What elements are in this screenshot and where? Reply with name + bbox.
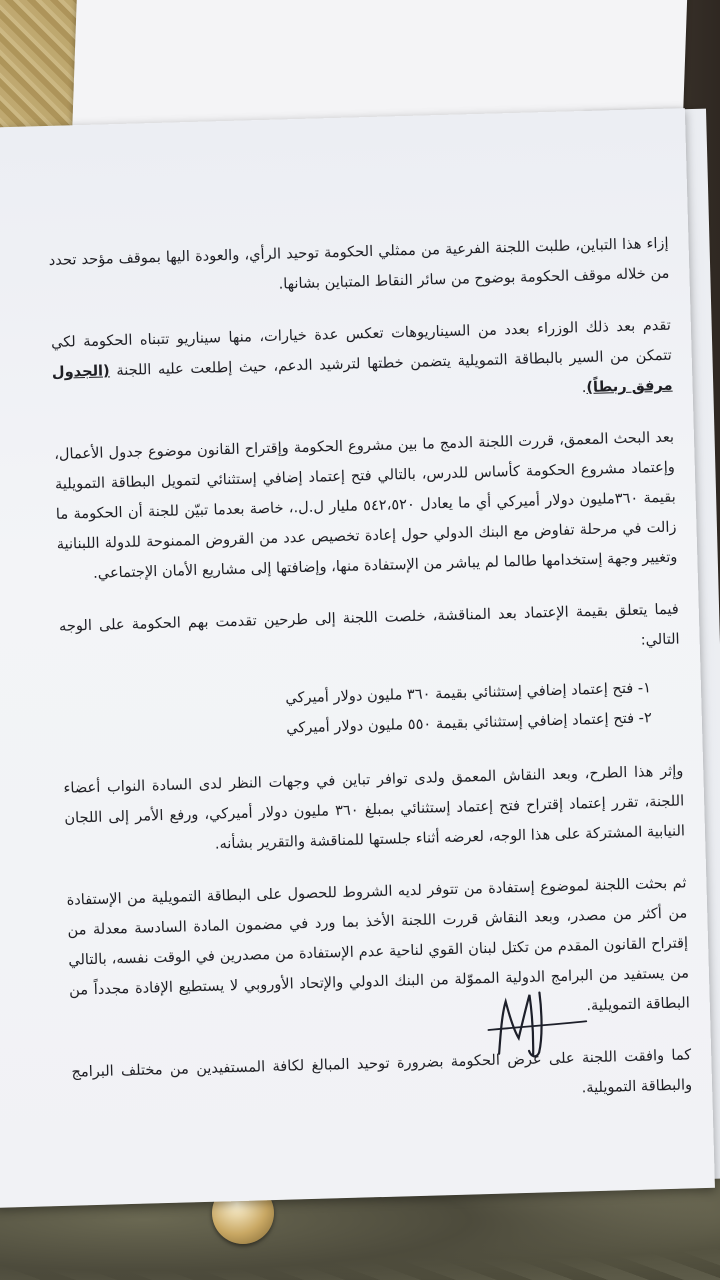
paragraph-6: ثم بحثت اللجنة لموضوع إستفادة من تتوفر لديه الشروط للحصول على البطاقة التمويلية من الإستفادة من أكثر من مصدر، وبعد النقاش قررت اللجنة الأخذ بما ورد في مضمون المادة السادسة معدلة من إقتراح القانون المقدم من تكتل لبنان القوي لناحية عدم الإستفادة من مصدرين في الوقت نفسه، بالتالي من يستفيد من البرامج الدولية المموّلة من البنك الدولي والإتحاد الأوروبي لا يستطيع الإفادة مجدداً من البطاقة التمويلية.	[66, 874, 691, 1015]
options-list	[61, 672, 682, 749]
paragraph-2-end: .	[581, 379, 587, 397]
paragraph-2	[51, 311, 673, 418]
list-item: ٢- فتح إعتماد إضافي إستثنائي بقيمة ٥٥٠ مليون دولار أميركي	[285, 709, 653, 737]
handwritten-signature	[479, 981, 591, 1064]
attached-table-note: (الجدول مرفق ربطاً)	[51, 362, 673, 397]
paragraph-1: إزاء هذا التباين، طلبت اللجنة الفرعية من ممثلي الحكومة توحيد الرأي، والعودة اليها بموقف مؤحد تحدد من خلاله موقف الحكومة بوضوح من سائر النقاط المتباين بشانها.	[48, 234, 670, 293]
paragraph-5: وإثر هذا الطرح، وبعد النقاش المعمق ولدى توافر تباين في وجهات النظر لدى السادة النواب أعضاء اللجنة، تقرر إعتماد إقتراح فتح إعتماد إستثنائي بمبلغ ٣٦٠ مليون دولار أميركي، ورفع الأمر إلى اللجان النيابية المشتركة على هذا الوجه، لعرضه أثناء جلستها للمناقشة والتقرير بشأنه.	[63, 762, 686, 853]
list-item: ١- فتح إعتماد إضافي إستثنائي بقيمة ٣٦٠ مليون دولار أميركي	[285, 679, 652, 707]
paragraph-2-text: تقدم بعد ذلك الوزراء بعدد من السيناريوهات تعكس عدة خيارات، منها سيناريو تتبناه الحكومة لكي تتمكن من السير بالبطاقة التمويلية يتضمن خطتها لترشيد الدعم، حيث إطلعت عليه اللجنة	[50, 316, 672, 380]
document-page	[0, 108, 715, 1208]
document-body	[48, 229, 693, 1140]
paragraph-3: بعد البحث المعمق، قررت اللجنة الدمج ما بين مشروع الحكومة وإقتراح القانون موضوع جدول الأعمال، وإعتماد مشروع الحكومة كأساس للدرس، بالتالي فتح إعتماد إضافي إستثنائي لتمويل البطاقة التمويلية بقيمة ٣٦٠مليون دولار أميركي أي ما يعادل ٥٤٢،٥٢٠ مليار ل.ل.، خاصة بعدما تبيّن للجنة أن الحكومة ما زالت في مرحلة تفاوض مع البنك الدولي حول إعادة تخصيص عدد من القروض الممنوحة للدولة اللبنانية وتغيير وجهة إستخدامها طالما لم يباشر من الإستفادة منها، وإضافتها إلى مشاريع الأمان الإجتماعي.	[53, 428, 678, 582]
paragraph-4: فيما يتعلق بقيمة الإعتماد بعد المناقشة، خلصت اللجنة إلى طرحين تقدمت بهم الحكومة على الوجه التالي:	[58, 600, 680, 649]
paragraph-7: كما وافقت اللجنة على عرض الحكومة بضرورة توحيد المبالغ لكافة المستفيدين من مختلف البرامج والبطاقة التمويلية.	[71, 1046, 693, 1097]
